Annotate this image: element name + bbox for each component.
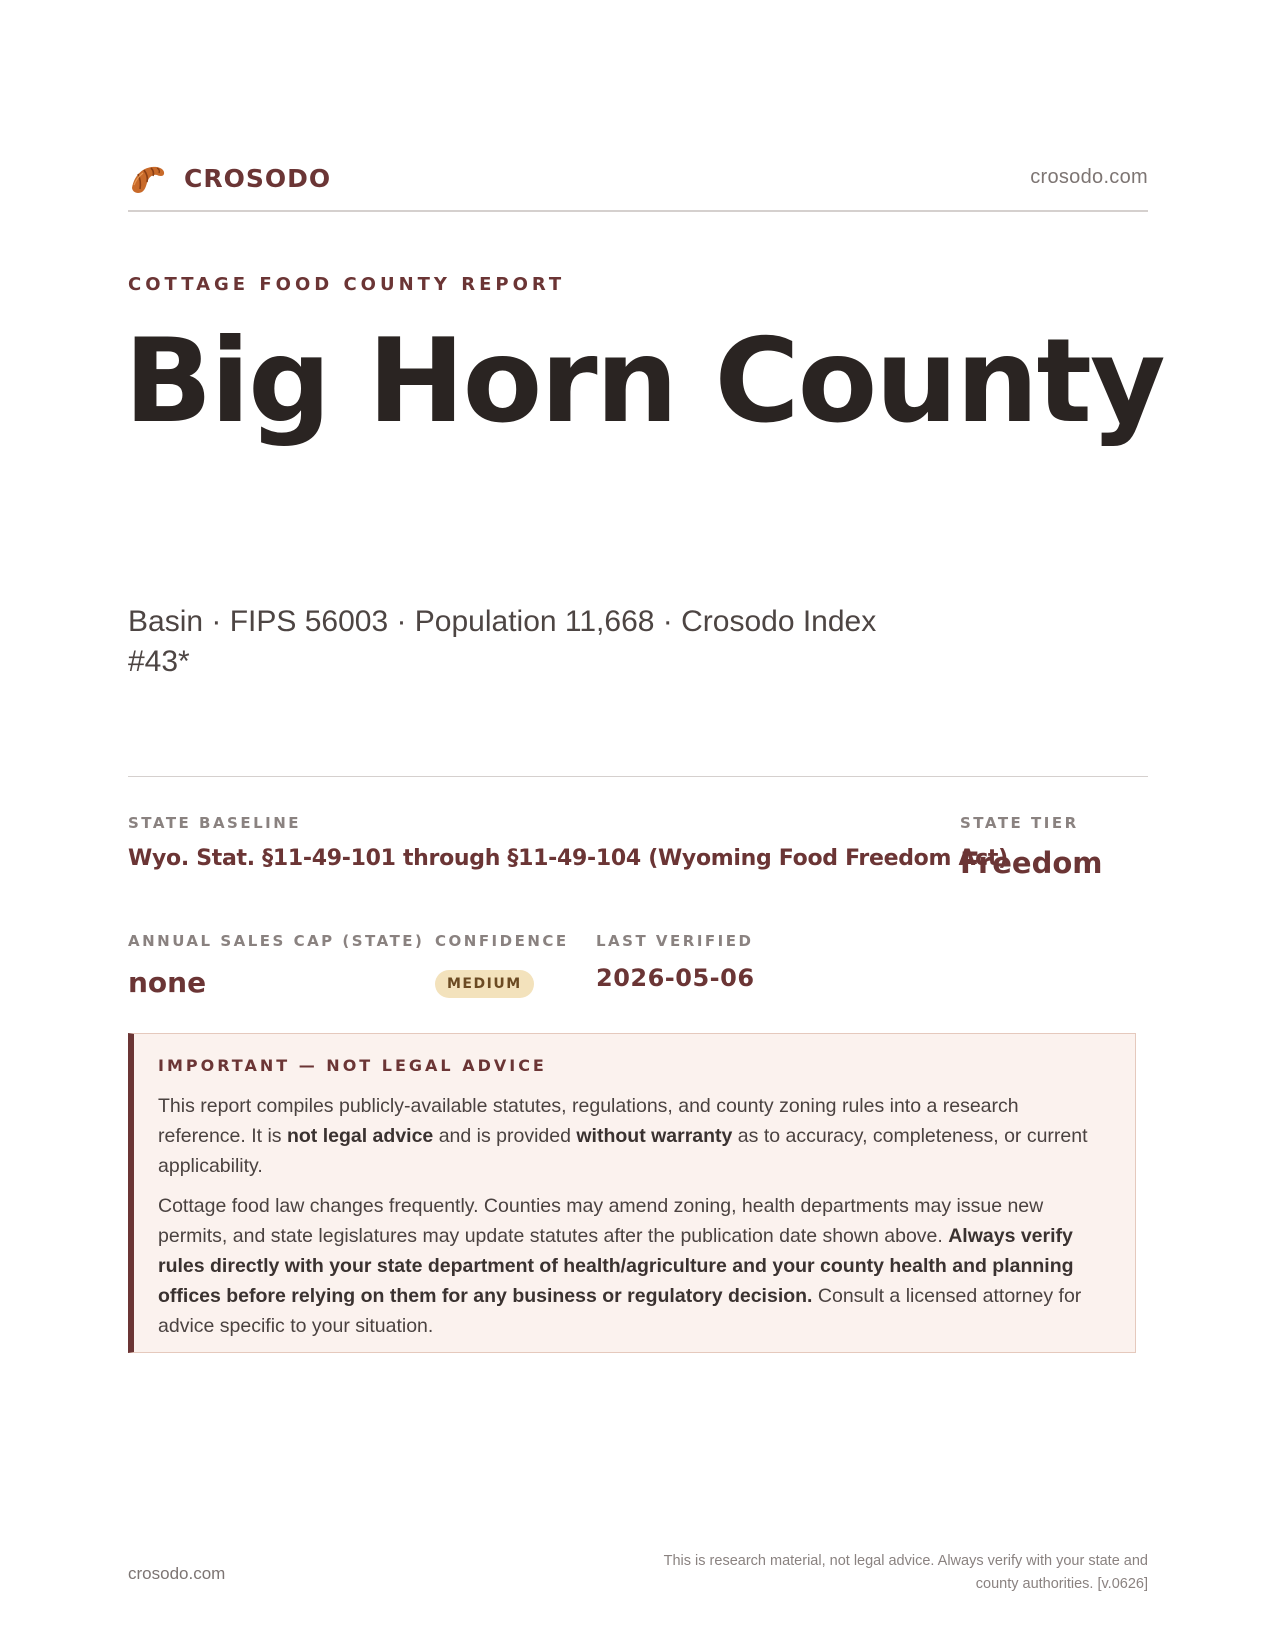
sales-cap-block [128,932,424,999]
legal-notice-title: IMPORTANT — NOT LEGAL ADVICE [158,1056,547,1075]
brand-name: CROSODO [184,163,332,193]
last-verified-label: LAST VERIFIED [596,932,754,950]
legal-notice-paragraph-2 [158,1191,1111,1341]
report-eyebrow: COTTAGE FOOD COUNTY REPORT [128,274,566,295]
header-divider [128,210,1148,212]
county-subtitle: Basin · FIPS 56003 · Population 11,668 · Crosodo Index #43* [128,605,877,678]
notice-text: Consult a licensed attorney for advice specific to your situation. [158,1285,1082,1337]
state-baseline-label: STATE BASELINE [128,814,302,832]
section-divider [128,776,1148,777]
last-verified-value: 2026-05-06 [596,964,755,992]
state-tier-block [960,814,1103,880]
confidence-label: CONFIDENCE [435,932,569,950]
croissant-icon [128,158,168,198]
notice-emphasis: without warranty [576,1125,733,1147]
state-baseline-value: Wyo. Stat. §11-49-101 through §11-49-104 (Wyoming Food Freedom Act) [128,846,1008,871]
notice-emphasis: not legal advice [286,1125,434,1147]
brand[interactable] [128,158,331,198]
legal-notice-paragraph-1 [158,1091,1111,1181]
state-tier-value: Freedom [960,846,1103,880]
notice-text: This report compiles publicly-available statutes, regulations, and county zoning rules into a research reference. It is [158,1095,1019,1147]
footer-site-url[interactable]: crosodo.com [128,1564,226,1583]
confidence-badge: MEDIUM [435,970,534,998]
state-baseline-block [128,814,1008,871]
confidence-block [435,932,569,998]
notice-text: and is provided [433,1125,577,1147]
notice-emphasis: Always verify rules directly with your state department of health/agriculture and your county health and planning offices before relying on them for any business or regulatory decision. [158,1225,1074,1307]
notice-text: Cottage food law changes frequently. Counties may amend zoning, health departments may issue new permits, and state legislatures may update statutes after the publication date shown above. [158,1195,1044,1247]
notice-text: as to accuracy, completeness, or current applicability. [158,1125,1088,1177]
last-verified-block [596,932,755,992]
sales-cap-label: ANNUAL SALES CAP (STATE) [128,932,425,950]
page-title: Big Horn County [124,314,1164,449]
footer-disclaimer: This is research material, not legal advice. Always verify with your state and county authorities. [v.0626] [663,1553,1148,1592]
page-header [128,158,1148,200]
report-page [124,0,1164,1650]
site-url-link[interactable]: crosodo.com [1030,166,1148,188]
sales-cap-value: none [128,966,207,999]
state-tier-label: STATE TIER [960,814,1079,832]
legal-notice [128,1033,1136,1353]
